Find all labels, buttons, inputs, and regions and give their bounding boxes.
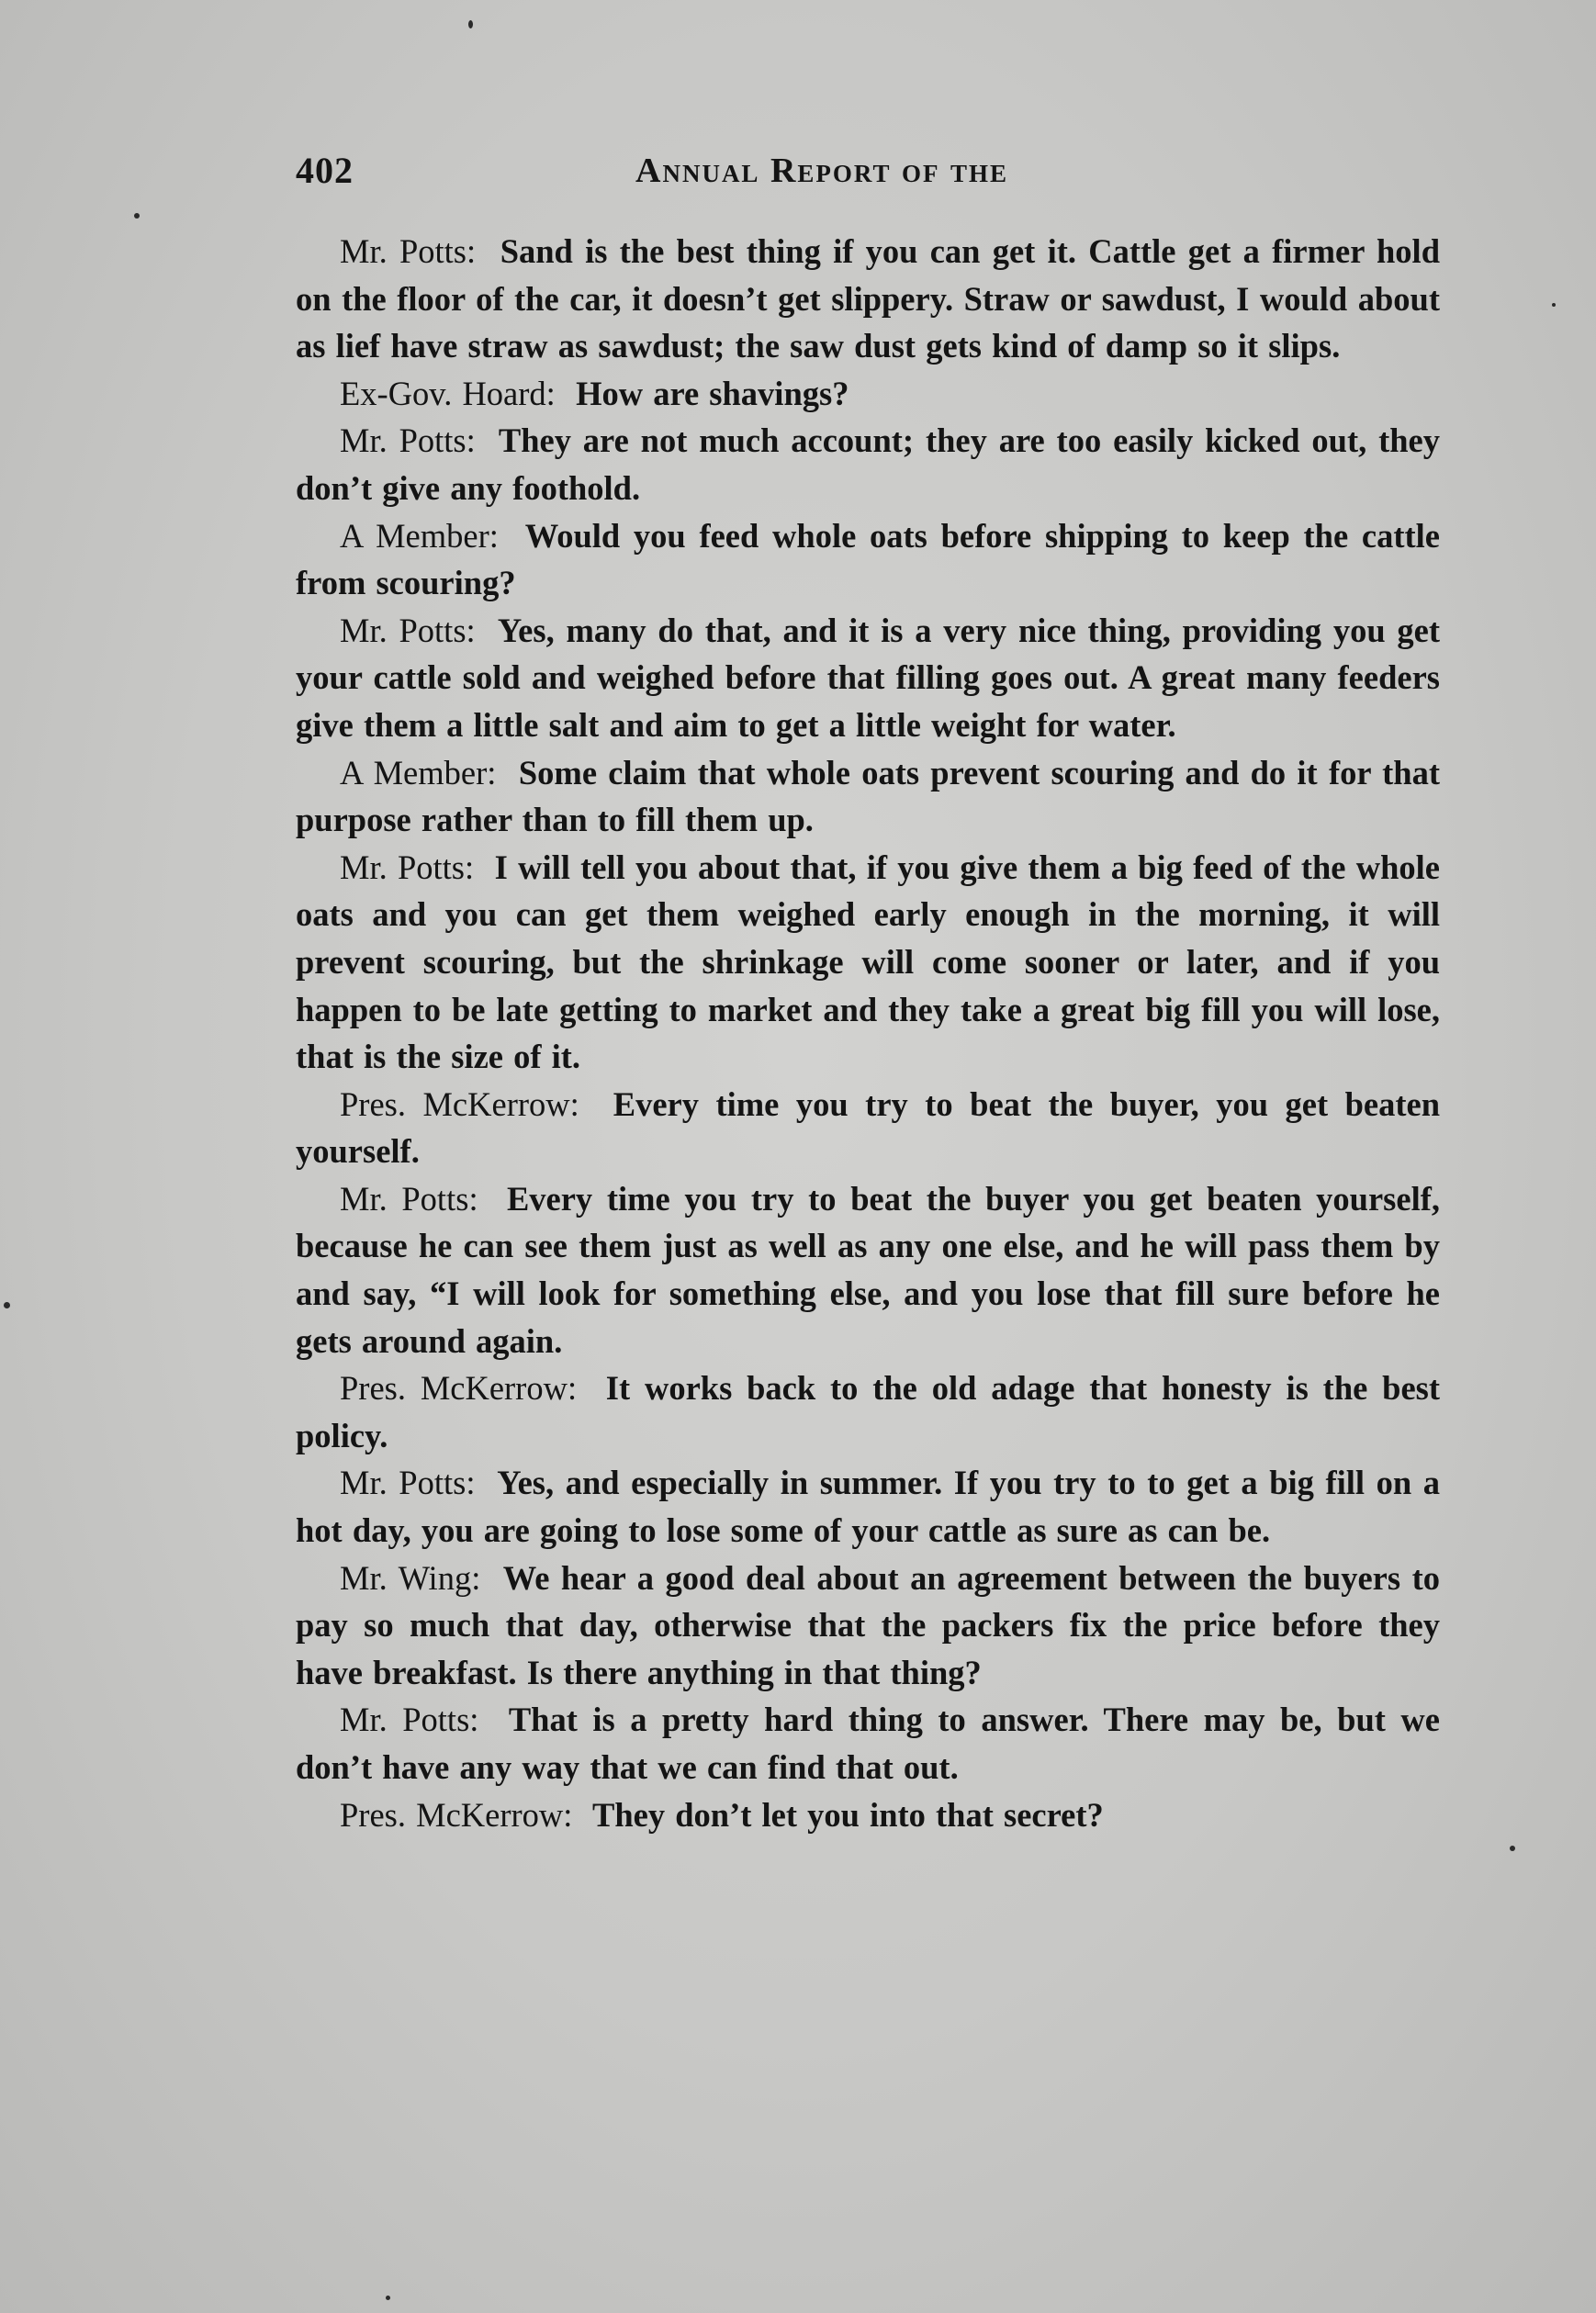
- speech-text: Every time you try to beat the buyer you get beaten yourself, because he can see them just as well as any one else, and he will pass them by and say, “I will look for something else, and you lose that fill sure before he gets around again.: [296, 1179, 1441, 1360]
- speech-text: Yes, and especially in summer. If you try to to get a big fill on a hot day, you are going to lose some of your cattle as sure as can be.: [296, 1464, 1440, 1550]
- speaker-name: Mr. Potts: [340, 421, 466, 460]
- scan-speck: [134, 213, 140, 219]
- page-header: [296, 149, 1440, 204]
- speech-paragraph: Ex-Gov. Hoard: How are shavings?: [340, 374, 849, 412]
- speaker-name: Ex-Gov. Hoard: [340, 374, 546, 412]
- speech-paragraph: Mr. Potts: Sand is the best thing if you can get it. Cattle get a firmer hold on the floor of the car, it doesn’t get slippery. Straw or sawdust, I would about as lief have straw as sawdust; the saw dust gets kind of damp so it slips.: [296, 232, 1440, 365]
- speech-paragraph: Pres. McKerrow: It works back to the old adage that honesty is the best policy.: [296, 1369, 1441, 1454]
- speaker-name: Mr. Potts: [340, 232, 467, 270]
- speech-text: It works back to the old adage that honesty is the best policy.: [296, 1369, 1441, 1454]
- scan-speck: [386, 2296, 390, 2300]
- scan-speck: [4, 1302, 10, 1308]
- speech-paragraph: Mr. Wing: We hear a good deal about an agreement between the buyers to pay so much that day, otherwise that the packers fix the price before they have breakfast. Is there anything in that thing?: [296, 1558, 1440, 1691]
- speech-text: Some claim that whole oats prevent scouring and do it for that purpose rather than to fill them up.: [296, 753, 1440, 839]
- speech-paragraph: Mr. Potts: They are not much account; they are too easily kicked out, they don’t give any foothold.: [296, 421, 1441, 507]
- scan-speck: [468, 20, 473, 28]
- speech-paragraph: A Member: Would you feed whole oats before shipping to keep the cattle from scouring?: [296, 516, 1441, 602]
- speaker-name: Mr. Potts: [340, 611, 466, 649]
- speech-paragraph: Mr. Potts: Yes, many do that, and it is a very nice thing, providing you get your cattle sold and weighed before that filling goes out. A great many feeders give them a little salt and aim to get a little weight for water.: [296, 611, 1440, 744]
- speaker-name: Mr. Potts: [340, 848, 465, 886]
- speech-paragraph: Pres. McKerrow: Every time you try to beat the buyer, you get beaten yourself.: [296, 1084, 1440, 1171]
- speech-text: That is a pretty hard thing to answer. There may be, but we don’t have any way that we can find that out.: [296, 1701, 1440, 1786]
- speech-paragraph: A Member: Some claim that whole oats prevent scouring and do it for that purpose rather than to fill them up.: [296, 753, 1440, 839]
- speech-text: Would you feed whole oats before shipping to keep the cattle from scouring?: [296, 516, 1441, 602]
- speaker-name: Pres. McKerrow: [340, 1084, 570, 1123]
- speaker-name: Pres. McKerrow: [340, 1795, 564, 1834]
- speech-text: Sand is the best thing if you can get it. Cattle get a firmer hold on the floor of the car, it doesn’t get slippery. Straw or sawdust, I would about as lief have straw as sawdust; the saw dust gets kind of damp so it slips.: [296, 232, 1440, 365]
- speaker-name: Pres. McKerrow: [340, 1369, 568, 1408]
- speech-text: Every time you try to beat the buyer, you get beaten yourself.: [296, 1084, 1440, 1171]
- speech-paragraph: Mr. Potts: I will tell you about that, if you give them a big feed of the whole oats and you can get them weighed early enough in the morning, it will prevent scouring, but the shrinkage will come sooner or later, and if you happen to be late getting to market and they take a great big fill you will lose, that is the size of it.: [296, 848, 1440, 1076]
- speech-text: Yes, many do that, and it is a very nice thing, providing you get your cattle sold and weighed before that filling goes out. A great many feeders give them a little salt and aim to get a little weight for water.: [296, 611, 1440, 744]
- speaker-name: A Member: [340, 753, 488, 792]
- speech-paragraph: Mr. Potts: That is a pretty hard thing to answer. There may be, but we don’t have any way that we can find that out.: [296, 1701, 1440, 1786]
- scan-speck: [1552, 303, 1556, 307]
- speech-text: They are not much account; they are too easily kicked out, they don’t give any foothold.: [296, 421, 1441, 507]
- speech-text: We hear a good deal about an agreement between the buyers to pay so much that day, otherwise that the packers fix the price before they have breakfast. Is there anything in that thing?: [296, 1558, 1440, 1691]
- speech-paragraph: Mr. Potts: Every time you try to beat the buyer you get beaten yourself, because he can see them just as well as any one else, and he will pass them by and say, “I will look for something else, and you lose that fill sure before he gets around again.: [296, 1179, 1441, 1360]
- speaker-name: A Member: [340, 516, 489, 555]
- speaker-name: Mr. Potts: [340, 1179, 469, 1218]
- speech-text: They don’t let you into that secret?: [592, 1795, 1104, 1834]
- speech-paragraph: Mr. Potts: Yes, and especially in summer. If you try to to get a big fill on a hot day, you are going to lose some of your cattle as sure as can be.: [296, 1464, 1440, 1550]
- scan-speck: [1510, 1846, 1515, 1851]
- speaker-name: Mr. Potts: [340, 1701, 470, 1739]
- speech-text: How are shavings?: [576, 374, 849, 412]
- running-head: Annual Report of the: [635, 152, 1008, 190]
- transcript-body: [296, 228, 1440, 1838]
- speech-text: I will tell you about that, if you give them a big feed of the whole oats and you can get them weighed early enough in the morning, it will prevent scouring, but the shrinkage will come sooner or later, and if you happen to be late getting to market and they take a great big fill you will lose, that is the size of it.: [296, 848, 1440, 1076]
- speaker-name: Mr. Wing: [340, 1558, 472, 1597]
- speech-paragraph: Pres. McKerrow: They don’t let you into that secret?: [340, 1795, 1104, 1834]
- page-number: 402: [296, 150, 354, 191]
- speaker-name: Mr. Potts: [340, 1464, 466, 1502]
